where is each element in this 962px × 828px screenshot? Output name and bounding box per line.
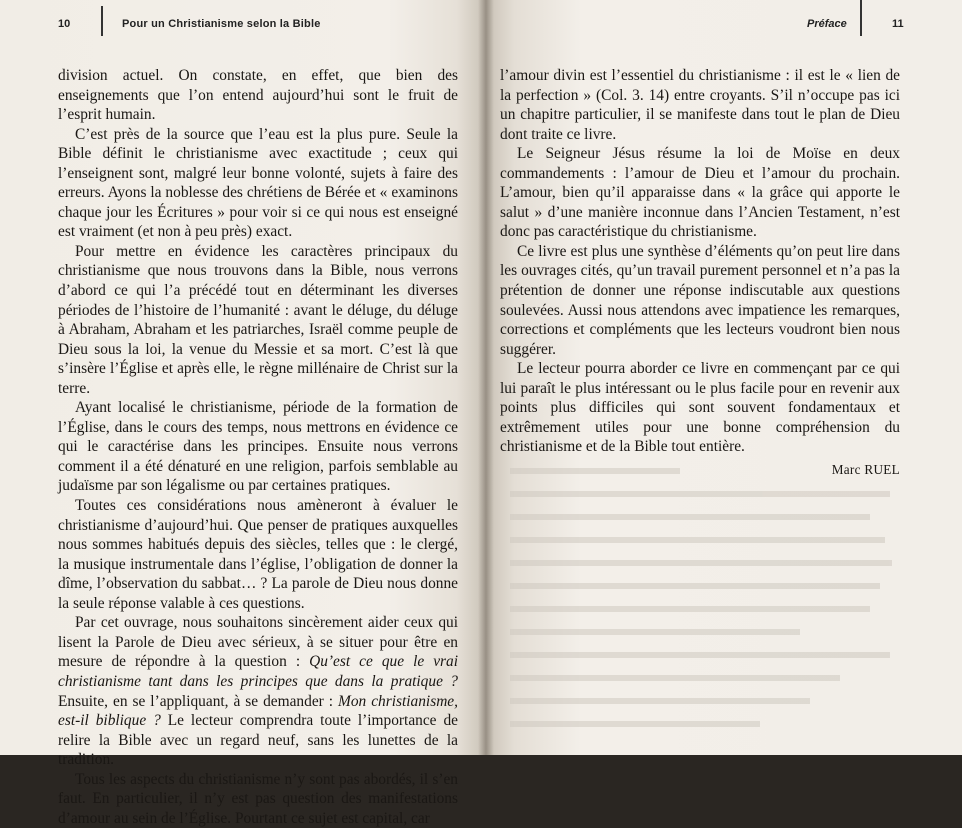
paragraph-text: Le lecteur comprendra toute l’importance de relire la Bible avec un regard neuf, sans les lunettes de la tradition. bbox=[58, 712, 458, 769]
italic-question: Qu’est ce que le vrai christianisme tant dans les principes que dans la pratique ? bbox=[58, 653, 458, 690]
paragraph: Toutes ces considérations nous amèneront à évaluer le christianisme d’aujourd’hui. Que penser de pratiques auxquelles nous sommes habitués depuis des siècles, telles que : le clergé, la musique instrumentale dans l’église, l’obligation de donner la dîme, l’observation du sabbat… ? La parole de Dieu nous donne la seule réponse valable à ces questions. bbox=[58, 497, 458, 612]
paragraph: Pour mettre en évidence les caractères principaux du christianisme que nous trouvons dans la Bible, nous verrons d’abord ce qui l’a précédé tout en déterminant les diverses périodes de l’histoire de l’humanité : avant le déluge, du déluge à Abraham, Abraham et les patriarches, Israël comme peuple de Dieu sous la loi, la venue du Messie et sa mort. C’est là que s’insère l’Église et après elle, le règne millénaire de Christ sur la terre. bbox=[58, 242, 458, 397]
paragraph-text: Par cet ouvrage, nous souhaitons sincèrement aider ceux qui lisent la Parole de Dieu avec sérieux, à se situer pour être en mesure de répondre à la question : bbox=[58, 614, 458, 671]
left-body-text bbox=[58, 66, 458, 828]
header-rule bbox=[101, 6, 103, 36]
header-rule bbox=[860, 0, 862, 36]
paragraph: l’amour divin est l’essentiel du christianisme : il est le « lien de la perfection » (Col. 3. 14) entre croyants. S’il n’occupe pas ici un chapitre particulier, il se manifeste dans tout le plan de Dieu dont traite ce livre. bbox=[500, 67, 900, 143]
paragraph-text: Ensuite, en se l’appliquant, à se demander : bbox=[58, 692, 339, 710]
book-gutter bbox=[478, 0, 494, 755]
right-page bbox=[486, 0, 962, 755]
show-through-shadow bbox=[510, 460, 910, 736]
right-running-title: Préface bbox=[807, 18, 847, 30]
right-page-number: 11 bbox=[892, 18, 904, 30]
paragraph: Le lecteur pourra aborder ce livre en commençant par ce qui lui paraît le plus intéressant ou le plus facile pour en revenir aux points plus difficiles qui sont souvent fondamentaux et extrêmement utiles pour une bonne compréhension du christianisme et de la Bible tout entière. bbox=[500, 360, 900, 456]
paragraph: Tous les aspects du christianisme n’y sont pas abordés, il s’en faut. En particulier, il n’y est pas question des manifestations d’amour au sein de l’Église. Pourtant ce sujet est capital, car bbox=[58, 770, 458, 827]
left-running-title: Pour un Christianisme selon la Bible bbox=[122, 18, 321, 30]
paragraph: Ce livre est plus une synthèse d’éléments qu’on peut lire dans les ouvrages cités, qu’un travail purement personnel et n’a pas la prétention de donner une réponse indiscutable aux questions soulevées. Aussi nous attendons avec impatience les remarques, corrections et compléments que les lecteurs voudront bien nous suggérer. bbox=[500, 242, 900, 358]
paragraph: Le Seigneur Jésus résume la loi de Moïse en deux commandements : l’amour de Dieu et l’amour du prochain. L’amour, bien qu’il apparaisse dans « la grâce qui apporte le salut » d’une manière inconnue dans l’Ancien Testament, n’est donc pas caractéristique du christianisme. bbox=[500, 145, 900, 241]
paragraph: division actuel. On constate, en effet, que bien des enseignements que l’on entend aujourd’hui sont le fruit de l’esprit humain. bbox=[58, 67, 458, 124]
left-page-number: 10 bbox=[58, 18, 71, 30]
paragraph: Ayant localisé le christianisme, période de la formation de l’Église, dans le cours des temps, nous mettrons en évidence ce qui le caractérise dans les principes. Ensuite nous verrons comment il a été dénaturé en une religion, parfois semblable au judaïsme par son légalisme ou par certaines pratiques. bbox=[58, 399, 458, 495]
paragraph-with-questions bbox=[58, 613, 458, 769]
italic-question: Mon christianisme, est-il biblique ? bbox=[58, 692, 458, 730]
paragraph: C’est près de la source que l’eau est la plus pure. Seule la Bible définit le christianisme avec exactitude ; ceux qui l’enseignent sont, malgré leur bonne volonté, sujets à faire des erreurs. Ayons la noblesse des chrétiens de Bérée et « examinons chaque jour les Écritures » pour voir si ce qui nous est enseigné est vraiment (et non à peu près) exact. bbox=[58, 125, 458, 241]
right-body-text bbox=[500, 66, 900, 479]
author-signature: Marc RUEL bbox=[831, 461, 900, 477]
